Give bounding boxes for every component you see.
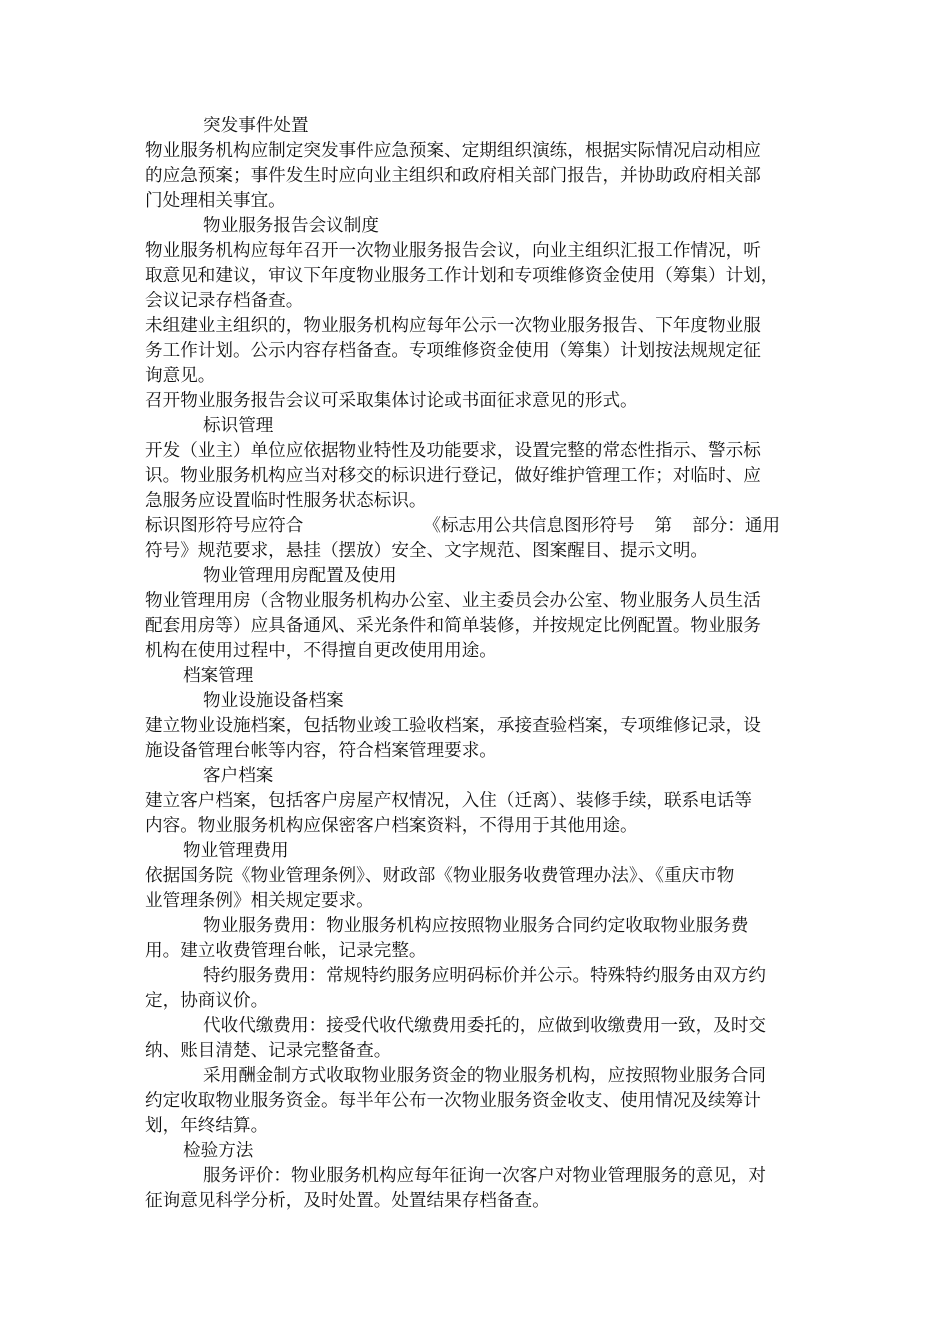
paragraph-line: 采用酬金制方式收取物业服务资金的物业服务机构，应按照物业服务合同 (203, 1066, 767, 1086)
paragraph-line: 会议记录存档备查。 (145, 291, 304, 311)
standard-reference-title: 《标志用公共信息图形符号 (423, 516, 635, 536)
standard-reference-lead: 标识图形符号应符合 (145, 516, 304, 536)
standard-reference-part: 第 (654, 516, 673, 536)
standard-reference-part-name: 部分：通用 (692, 516, 781, 536)
section-heading: 档案管理 (183, 666, 254, 686)
paragraph-line: 符号》规范要求，悬挂（摆放）安全、文字规范、图案醒目、提示文明。 (145, 541, 709, 561)
paragraph-line: 纳、账目清楚、记录完整备查。 (145, 1041, 392, 1061)
section-heading: 物业服务报告会议制度 (203, 216, 379, 236)
paragraph-line: 服务评价：物业服务机构应每年征询一次客户对物业管理服务的意见，对 (203, 1166, 767, 1186)
paragraph-line: 用。建立收费管理台帐，记录完整。 (145, 941, 427, 961)
paragraph-line: 物业服务费用：物业服务机构应按照物业服务合同约定收取物业服务费 (203, 916, 749, 936)
paragraph-line (145, 514, 810, 539)
paragraph-line: 识。物业服务机构应当对移交的标识进行登记，做好维护管理工作；对临时、应 (145, 466, 761, 486)
document-body (145, 114, 810, 1214)
paragraph-line: 开发（业主）单位应依据物业特性及功能要求，设置完整的常态性指示、警示标 (145, 441, 761, 461)
paragraph-line: 划，年终结算。 (145, 1116, 269, 1136)
paragraph-line: 配套用房等）应具备通风、采光条件和简单装修，并按规定比例配置。物业服务 (145, 616, 761, 636)
paragraph-line: 物业服务机构应每年召开一次物业服务报告会议，向业主组织汇报工作情况，听 (145, 241, 761, 261)
paragraph-line: 建立客户档案，包括客户房屋产权情况，入住（迁离）、装修手续，联系电话等 (145, 791, 752, 811)
paragraph-line: 内容。物业服务机构应保密客户档案资料，不得用于其他用途。 (145, 816, 638, 836)
paragraph-line: 召开物业服务报告会议可采取集体讨论或书面征求意见的形式。 (145, 391, 638, 411)
section-heading: 物业管理费用 (183, 841, 289, 861)
section-heading: 物业管理用房配置及使用 (203, 566, 397, 586)
paragraph-line: 依据国务院《物业管理条例》、财政部《物业服务收费管理办法》、《重庆市物 (145, 866, 735, 886)
subsection-heading: 客户档案 (203, 766, 274, 786)
paragraph-line: 物业服务机构应制定突发事件应急预案、定期组织演练，根据实际情况启动相应 (145, 141, 761, 161)
paragraph-line: 代收代缴费用：接受代收代缴费用委托的，应做到收缴费用一致，及时交 (203, 1016, 767, 1036)
paragraph-line: 询意见。 (145, 366, 216, 386)
paragraph-line: 业管理条例》相关规定要求。 (145, 891, 374, 911)
paragraph-line: 的应急预案；事件发生时应向业主组织和政府相关部门报告，并协助政府相关部 (145, 166, 761, 186)
paragraph-line: 定，协商议价。 (145, 991, 269, 1011)
section-heading: 突发事件处置 (203, 116, 309, 136)
paragraph-line: 物业管理用房（含物业服务机构办公室、业主委员会办公室、物业服务人员生活 (145, 591, 761, 611)
section-heading: 检验方法 (183, 1141, 254, 1161)
paragraph-line: 建立物业设施档案，包括物业竣工验收档案，承接查验档案，专项维修记录，设 (145, 716, 761, 736)
paragraph-line: 施设备管理台帐等内容，符合档案管理要求。 (145, 741, 497, 761)
paragraph-line: 未组建业主组织的，物业服务机构应每年公示一次物业服务报告、下年度物业服 (145, 316, 761, 336)
paragraph-line: 门处理相关事宜。 (145, 191, 286, 211)
paragraph-line: 务工作计划。公示内容存档备查。专项维修资金使用（筹集）计划按法规规定征 (145, 341, 761, 361)
subsection-heading: 物业设施设备档案 (203, 691, 344, 711)
paragraph-line: 急服务应设置临时性服务状态标识。 (145, 491, 427, 511)
paragraph-line: 特约服务费用：常规特约服务应明码标价并公示。特殊特约服务由双方约 (203, 966, 767, 986)
paragraph-line: 取意见和建议，审议下年度物业服务工作计划和专项维修资金使用（筹集）计划， (145, 266, 779, 286)
paragraph-line: 约定收取物业服务资金。每半年公布一次物业服务资金收支、使用情况及续筹计 (145, 1091, 761, 1111)
section-heading: 标识管理 (203, 416, 274, 436)
paragraph-line: 机构在使用过程中，不得擅自更改使用用途。 (145, 641, 497, 661)
paragraph-line: 征询意见科学分析，及时处置。处置结果存档备查。 (145, 1191, 550, 1211)
